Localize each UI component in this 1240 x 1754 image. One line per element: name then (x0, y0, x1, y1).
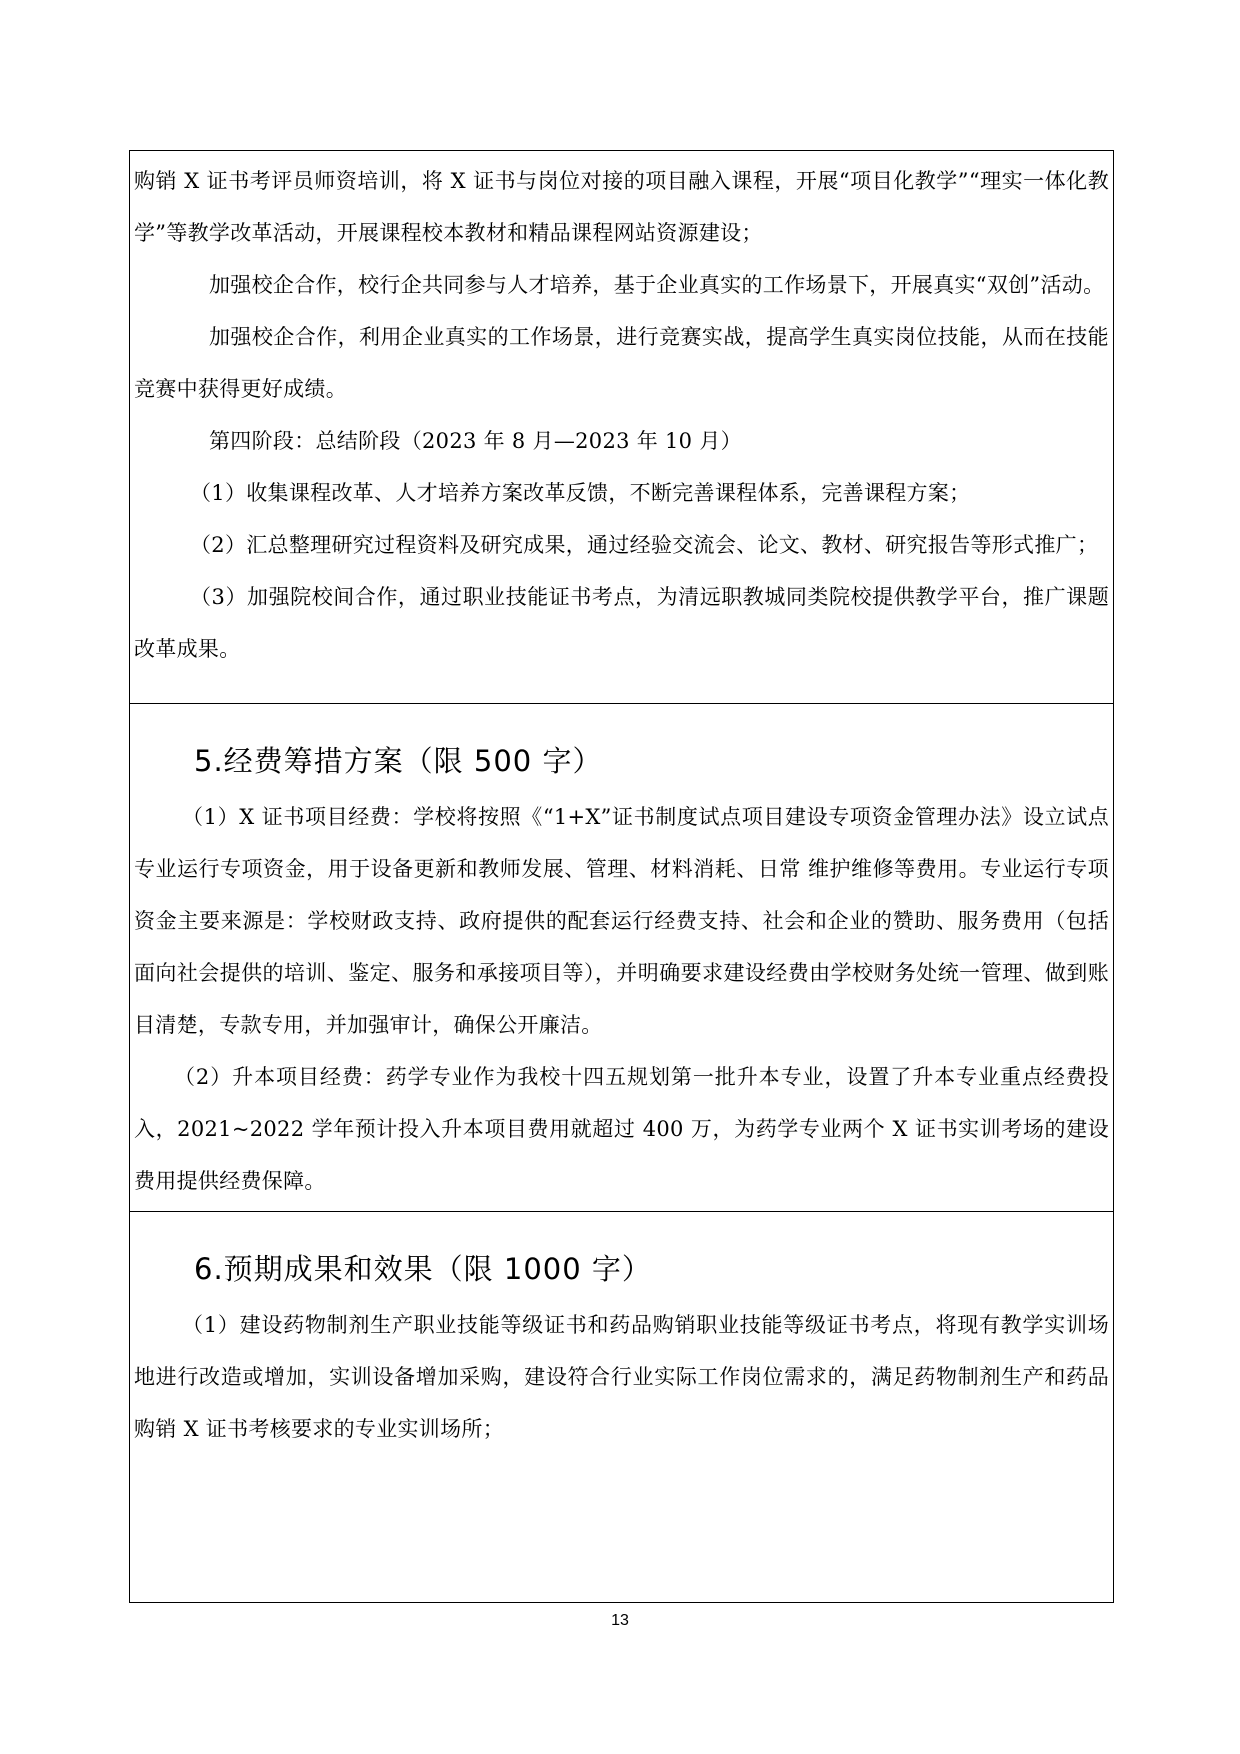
paragraph: （2）汇总整理研究过程资料及研究成果，通过经验交流会、论文、教材、研究报告等形式推广； (190, 533, 1099, 557)
page-number: 13 (611, 1612, 629, 1629)
paragraph: （3）加强院校间合作，通过职业技能证书考点，为清远职教城同类院校提供教学平台，推广课题改革成果。 (134, 585, 1109, 661)
section-prev-continued (130, 155, 1113, 775)
paragraph: （1）建设药物制剂生产职业技能等级证书和药品购销职业技能等级证书考点，将现有教学实训场地进行改造或增加，实训设备增加采购，建设符合行业实际工作岗位需求的，满足药物制剂生产和药品购销 X 证书考核要求的专业实训场所； (134, 1313, 1109, 1441)
form-table (129, 150, 1114, 1603)
paragraph: （1）收集课程改革、人才培养方案改革反馈，不断完善课程体系，完善课程方案； (190, 481, 971, 505)
row-divider (130, 703, 1113, 704)
paragraph: （2）升本项目经费：药学专业作为我校十四五规划第一批升本专业，设置了升本专业重点经费投入，2021~2022 学年预计投入升本项目费用就超过 400 万，为药学专业两个 X 证书实训考场的建设费用提供经费保障。 (134, 1065, 1109, 1193)
section-expected-results (130, 1213, 1113, 1455)
section-funding (130, 705, 1113, 1207)
paragraph: 购销 X 证书考评员师资培训，将 X 证书与岗位对接的项目融入课程，开展“项目化教学”“理实一体化教学”等教学改革活动，开展课程校本教材和精品课程网站资源建设； (134, 169, 1109, 245)
paragraph: （1）X 证书项目经费：学校将按照《“1+X”证书制度试点项目建设专项资金管理办法》设立试点专业运行专项资金，用于设备更新和教师发展、管理、材料消耗、日常 维护维修等费用。专业运行专项资金主要来源是：学校财政支持、政府提供的配套运行经费支持、社会和企业的赞助、服务费用（包括面向社会提供的培训、鉴定、服务和承接项目等），并明确要求建设经费由学校财务处统一管理、做到账目清楚，专款专用，并加强审计，确保公开廉洁。 (134, 805, 1109, 1037)
paragraph: 第四阶段：总结阶段（2023 年 8 月—2023 年 10 月） (209, 429, 742, 453)
paragraph: 加强校企合作，校行企共同参与人才培养，基于企业真实的工作场景下，开展真实“双创”活动。 (209, 273, 1105, 297)
section-heading: 6.预期成果和效果（限 1000 字） (194, 1252, 652, 1286)
paragraph: 加强校企合作，利用企业真实的工作场景，进行竞赛实战，提高学生真实岗位技能，从而在技能竞赛中获得更好成绩。 (134, 325, 1109, 401)
row-divider (130, 1211, 1113, 1212)
section-heading: 5.经费筹措方案（限 500 字） (194, 744, 603, 778)
